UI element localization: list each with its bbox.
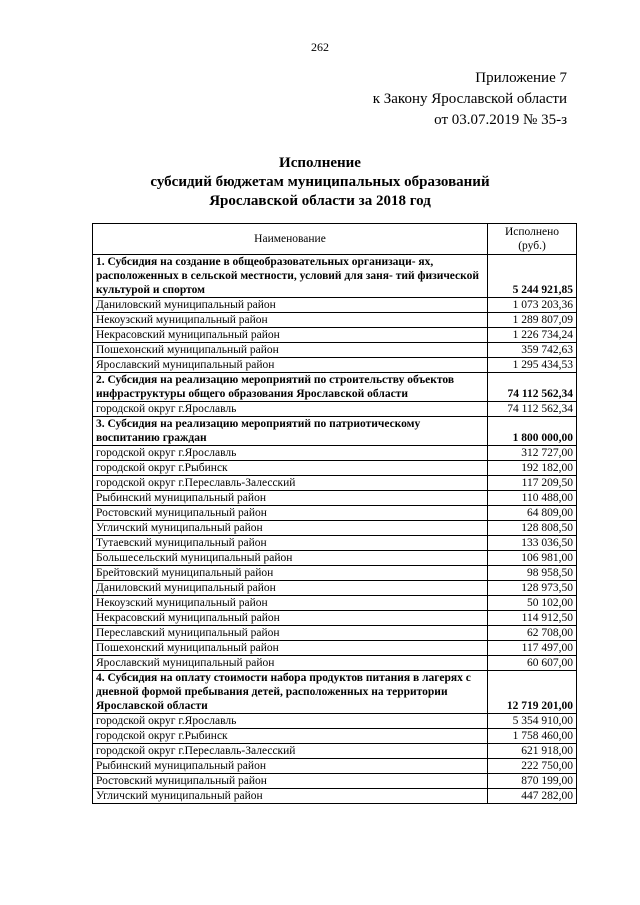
recipient-name: городской округ г.Рыбинск <box>93 461 488 476</box>
executed-amount: 1 289 807,09 <box>488 313 577 328</box>
recipient-name: Некоузский муниципальный район <box>93 596 488 611</box>
table-header-row <box>93 224 577 255</box>
table-row <box>93 313 577 328</box>
subsidy-group-name: 3. Субсидия на реализацию мероприятий по патриотическому воспитанию граждан <box>93 417 488 446</box>
recipient-name: Некрасовский муниципальный район <box>93 611 488 626</box>
table-row <box>93 596 577 611</box>
document-title <box>0 154 640 211</box>
recipient-name: городской округ г.Рыбинск <box>93 729 488 744</box>
recipient-name: Угличский муниципальный район <box>93 789 488 804</box>
subsidy-group-name: 1. Субсидия на создание в общеобразовательных организаци- ях, расположенных в сельской местности, условий для заня- тий физической культурой и спортом <box>93 255 488 298</box>
table-row <box>93 774 577 789</box>
table-row <box>93 343 577 358</box>
executed-amount: 117 497,00 <box>488 641 577 656</box>
executed-amount: 106 981,00 <box>488 551 577 566</box>
executed-amount: 128 808,50 <box>488 521 577 536</box>
table-row <box>93 744 577 759</box>
recipient-name: Угличский муниципальный район <box>93 521 488 536</box>
recipient-name: Переславский муниципальный район <box>93 626 488 641</box>
table-row <box>93 358 577 373</box>
executed-amount: 1 226 734,24 <box>488 328 577 343</box>
header-value: Исполнено (руб.) <box>488 224 577 255</box>
subsidy-group-total: 1 800 000,00 <box>488 417 577 446</box>
table-row <box>93 611 577 626</box>
title-line-1: Исполнение <box>279 155 361 171</box>
executed-amount: 64 809,00 <box>488 506 577 521</box>
recipient-name: Пошехонский муниципальный район <box>93 641 488 656</box>
table-row <box>93 789 577 804</box>
table-row <box>93 626 577 641</box>
executed-amount: 222 750,00 <box>488 759 577 774</box>
recipient-name: Пошехонский муниципальный район <box>93 343 488 358</box>
subsidy-group-total: 74 112 562,34 <box>488 373 577 402</box>
executed-amount: 133 036,50 <box>488 536 577 551</box>
subsidy-group-row <box>93 373 577 402</box>
appendix-law: к Закону Ярославской области <box>372 91 567 107</box>
executed-amount: 60 607,00 <box>488 656 577 671</box>
recipient-name: Некрасовский муниципальный район <box>93 328 488 343</box>
executed-amount: 62 708,00 <box>488 626 577 641</box>
executed-amount: 74 112 562,34 <box>488 402 577 417</box>
recipient-name: Ростовский муниципальный район <box>93 506 488 521</box>
subsidy-group-total: 12 719 201,00 <box>488 671 577 714</box>
recipient-name: Большесельский муниципальный район <box>93 551 488 566</box>
table-row <box>93 536 577 551</box>
table-row <box>93 328 577 343</box>
subsidy-table <box>92 223 577 804</box>
recipient-name: Ростовский муниципальный район <box>93 774 488 789</box>
subsidy-group-name: 4. Субсидия на оплату стоимости набора продуктов питания в лагерях с дневной формой пребывания детей, расположенных на территории Ярославской области <box>93 671 488 714</box>
executed-amount: 1 073 203,36 <box>488 298 577 313</box>
table-row <box>93 461 577 476</box>
table-row <box>93 714 577 729</box>
appendix-label: Приложение 7 <box>475 70 567 86</box>
table-row <box>93 566 577 581</box>
table-row <box>93 402 577 417</box>
recipient-name: Ярославский муниципальный район <box>93 656 488 671</box>
header-name: Наименование <box>93 224 488 255</box>
table-row <box>93 759 577 774</box>
table-row <box>93 551 577 566</box>
recipient-name: Рыбинский муниципальный район <box>93 759 488 774</box>
table-row <box>93 476 577 491</box>
table-row <box>93 506 577 521</box>
executed-amount: 114 912,50 <box>488 611 577 626</box>
table-row <box>93 729 577 744</box>
title-line-3: Ярославской области за 2018 год <box>209 193 431 209</box>
executed-amount: 117 209,50 <box>488 476 577 491</box>
executed-amount: 1 295 434,53 <box>488 358 577 373</box>
subsidy-group-row <box>93 671 577 714</box>
executed-amount: 447 282,00 <box>488 789 577 804</box>
appendix-date: от 03.07.2019 № 35-з <box>434 112 567 128</box>
executed-amount: 5 354 910,00 <box>488 714 577 729</box>
table-row <box>93 641 577 656</box>
executed-amount: 312 727,00 <box>488 446 577 461</box>
recipient-name: городской округ г.Ярославль <box>93 446 488 461</box>
executed-amount: 621 918,00 <box>488 744 577 759</box>
executed-amount: 1 758 460,00 <box>488 729 577 744</box>
subsidy-group-row <box>93 255 577 298</box>
table-body <box>93 255 577 804</box>
appendix-heading <box>373 68 567 131</box>
executed-amount: 870 199,00 <box>488 774 577 789</box>
recipient-name: Ярославский муниципальный район <box>93 358 488 373</box>
executed-amount: 359 742,63 <box>488 343 577 358</box>
executed-amount: 98 958,50 <box>488 566 577 581</box>
executed-amount: 110 488,00 <box>488 491 577 506</box>
executed-amount: 128 973,50 <box>488 581 577 596</box>
table-row <box>93 298 577 313</box>
subsidy-group-total: 5 244 921,85 <box>488 255 577 298</box>
page-number: 262 <box>311 40 329 54</box>
recipient-name: Даниловский муниципальный район <box>93 298 488 313</box>
table-row <box>93 521 577 536</box>
recipient-name: Рыбинский муниципальный район <box>93 491 488 506</box>
recipient-name: Некоузский муниципальный район <box>93 313 488 328</box>
subsidy-group-name: 2. Субсидия на реализацию мероприятий по строительству объектов инфраструктуры общего образования Ярославской области <box>93 373 488 402</box>
executed-amount: 192 182,00 <box>488 461 577 476</box>
recipient-name: городской округ г.Ярославль <box>93 714 488 729</box>
subsidy-group-row <box>93 417 577 446</box>
recipient-name: Тутаевский муниципальный район <box>93 536 488 551</box>
recipient-name: городской округ г.Ярославль <box>93 402 488 417</box>
executed-amount: 50 102,00 <box>488 596 577 611</box>
title-line-2: субсидий бюджетам муниципальных образований <box>150 174 490 190</box>
table-row <box>93 581 577 596</box>
recipient-name: Даниловский муниципальный район <box>93 581 488 596</box>
recipient-name: городской округ г.Переславль-Залесский <box>93 476 488 491</box>
table-row <box>93 656 577 671</box>
table-row <box>93 446 577 461</box>
recipient-name: Брейтовский муниципальный район <box>93 566 488 581</box>
recipient-name: городской округ г.Переславль-Залесский <box>93 744 488 759</box>
table-row <box>93 491 577 506</box>
